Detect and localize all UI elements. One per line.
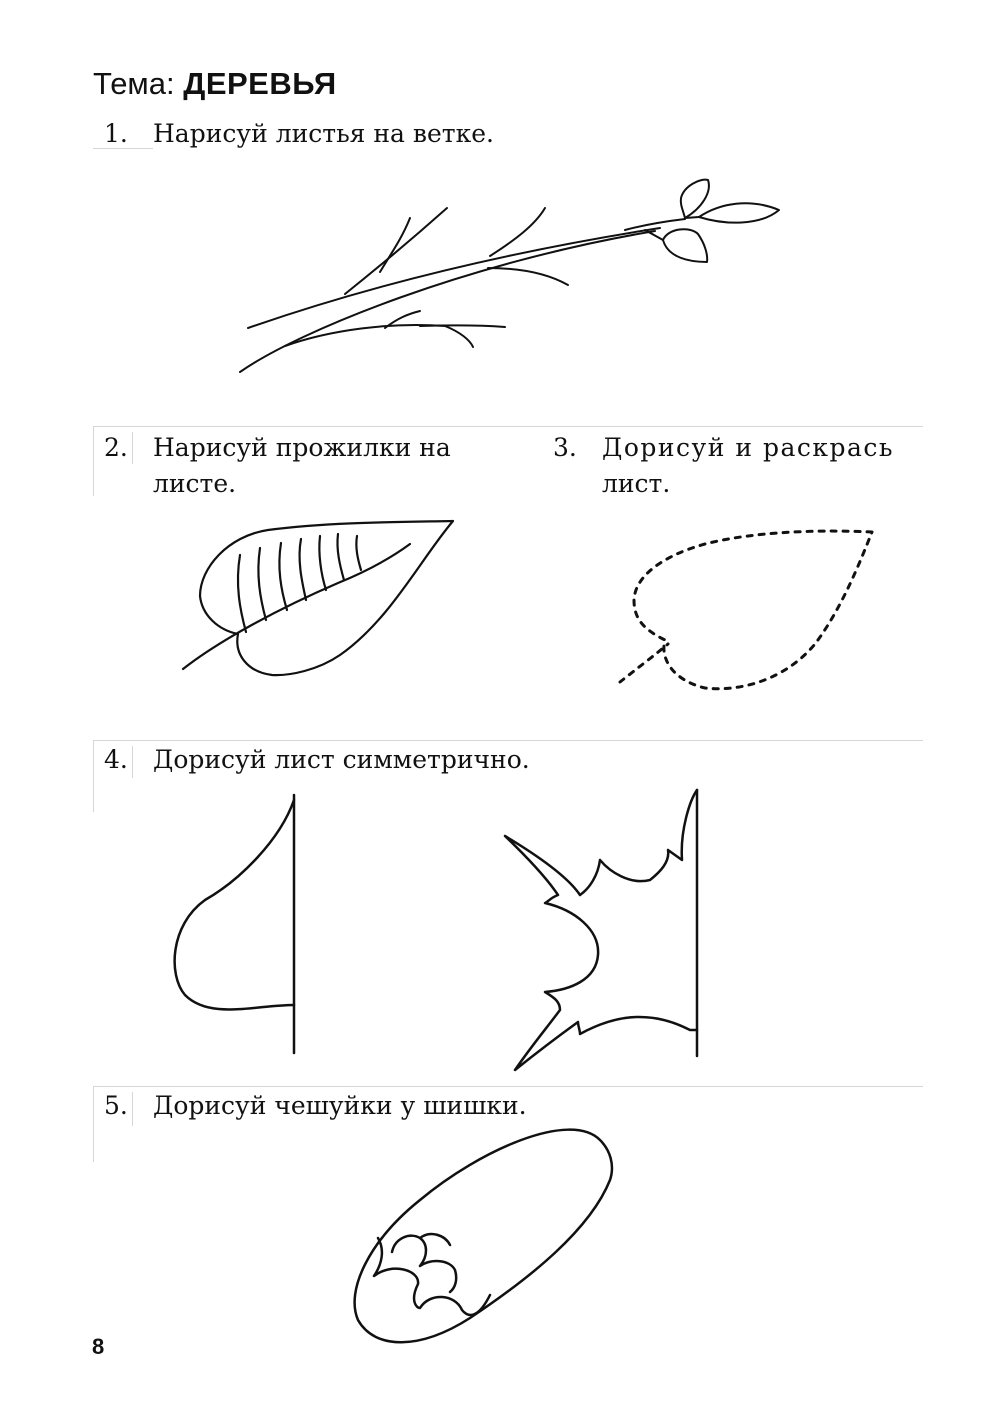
topic-label: Тема:	[93, 66, 175, 101]
symmetry-drawing	[175, 790, 697, 1070]
leaf-vein	[279, 543, 287, 610]
leaf-top	[681, 180, 709, 218]
task-4-text: Дорисуй лист симметрично.	[153, 745, 530, 774]
half-leaf-maple	[505, 790, 697, 1070]
cone-scale	[392, 1236, 456, 1292]
leaf-vein	[300, 539, 306, 600]
leaf-vein	[319, 536, 326, 590]
leaf-veins-drawing	[183, 521, 453, 675]
task-5-number: 5.	[104, 1091, 128, 1120]
task-2-text-line1: Нарисуй прожилки на	[153, 433, 451, 462]
branch-main-stem	[248, 228, 660, 328]
task-2-number: 2.	[104, 433, 128, 462]
leaf-stem	[685, 217, 699, 218]
leaf-bottom	[663, 229, 707, 262]
branch-twig	[420, 325, 505, 327]
task-3-text-line2: лист.	[602, 469, 671, 498]
task-1-text: Нарисуй листья на ветке.	[153, 119, 494, 148]
branch-drawing	[240, 180, 779, 372]
leaf-vein	[238, 555, 246, 632]
leaf-vein	[356, 536, 361, 570]
dotted-leaf-outline	[634, 531, 872, 689]
page-number: 8	[92, 1334, 105, 1359]
task-4-number: 4.	[104, 745, 128, 774]
leaf-right	[699, 203, 779, 222]
branch-twig	[345, 208, 447, 294]
half-leaf-round	[175, 800, 294, 1009]
cone-outline	[355, 1130, 612, 1343]
task-3-number: 3.	[553, 433, 577, 462]
branch-twig	[490, 208, 545, 256]
branch-lower-stem	[240, 231, 655, 372]
branch-twig	[488, 268, 568, 285]
leaf-vein	[258, 548, 266, 620]
task-5-text: Дорисуй чешуйки у шишки.	[153, 1091, 527, 1120]
dotted-leaf-stem	[620, 644, 668, 682]
branch-twig	[285, 325, 473, 347]
dotted-leaf-drawing	[620, 531, 872, 689]
topic-title: ДЕРЕВЬЯ	[183, 66, 337, 101]
task-3-text-line1: Дорисуй и раскрась	[602, 433, 895, 462]
leaf-midrib	[183, 544, 410, 669]
task-2-text-line2: листе.	[153, 469, 237, 498]
leaf-vein	[337, 534, 344, 580]
pine-cone-drawing	[355, 1130, 612, 1343]
task-1-number: 1.	[104, 119, 128, 148]
